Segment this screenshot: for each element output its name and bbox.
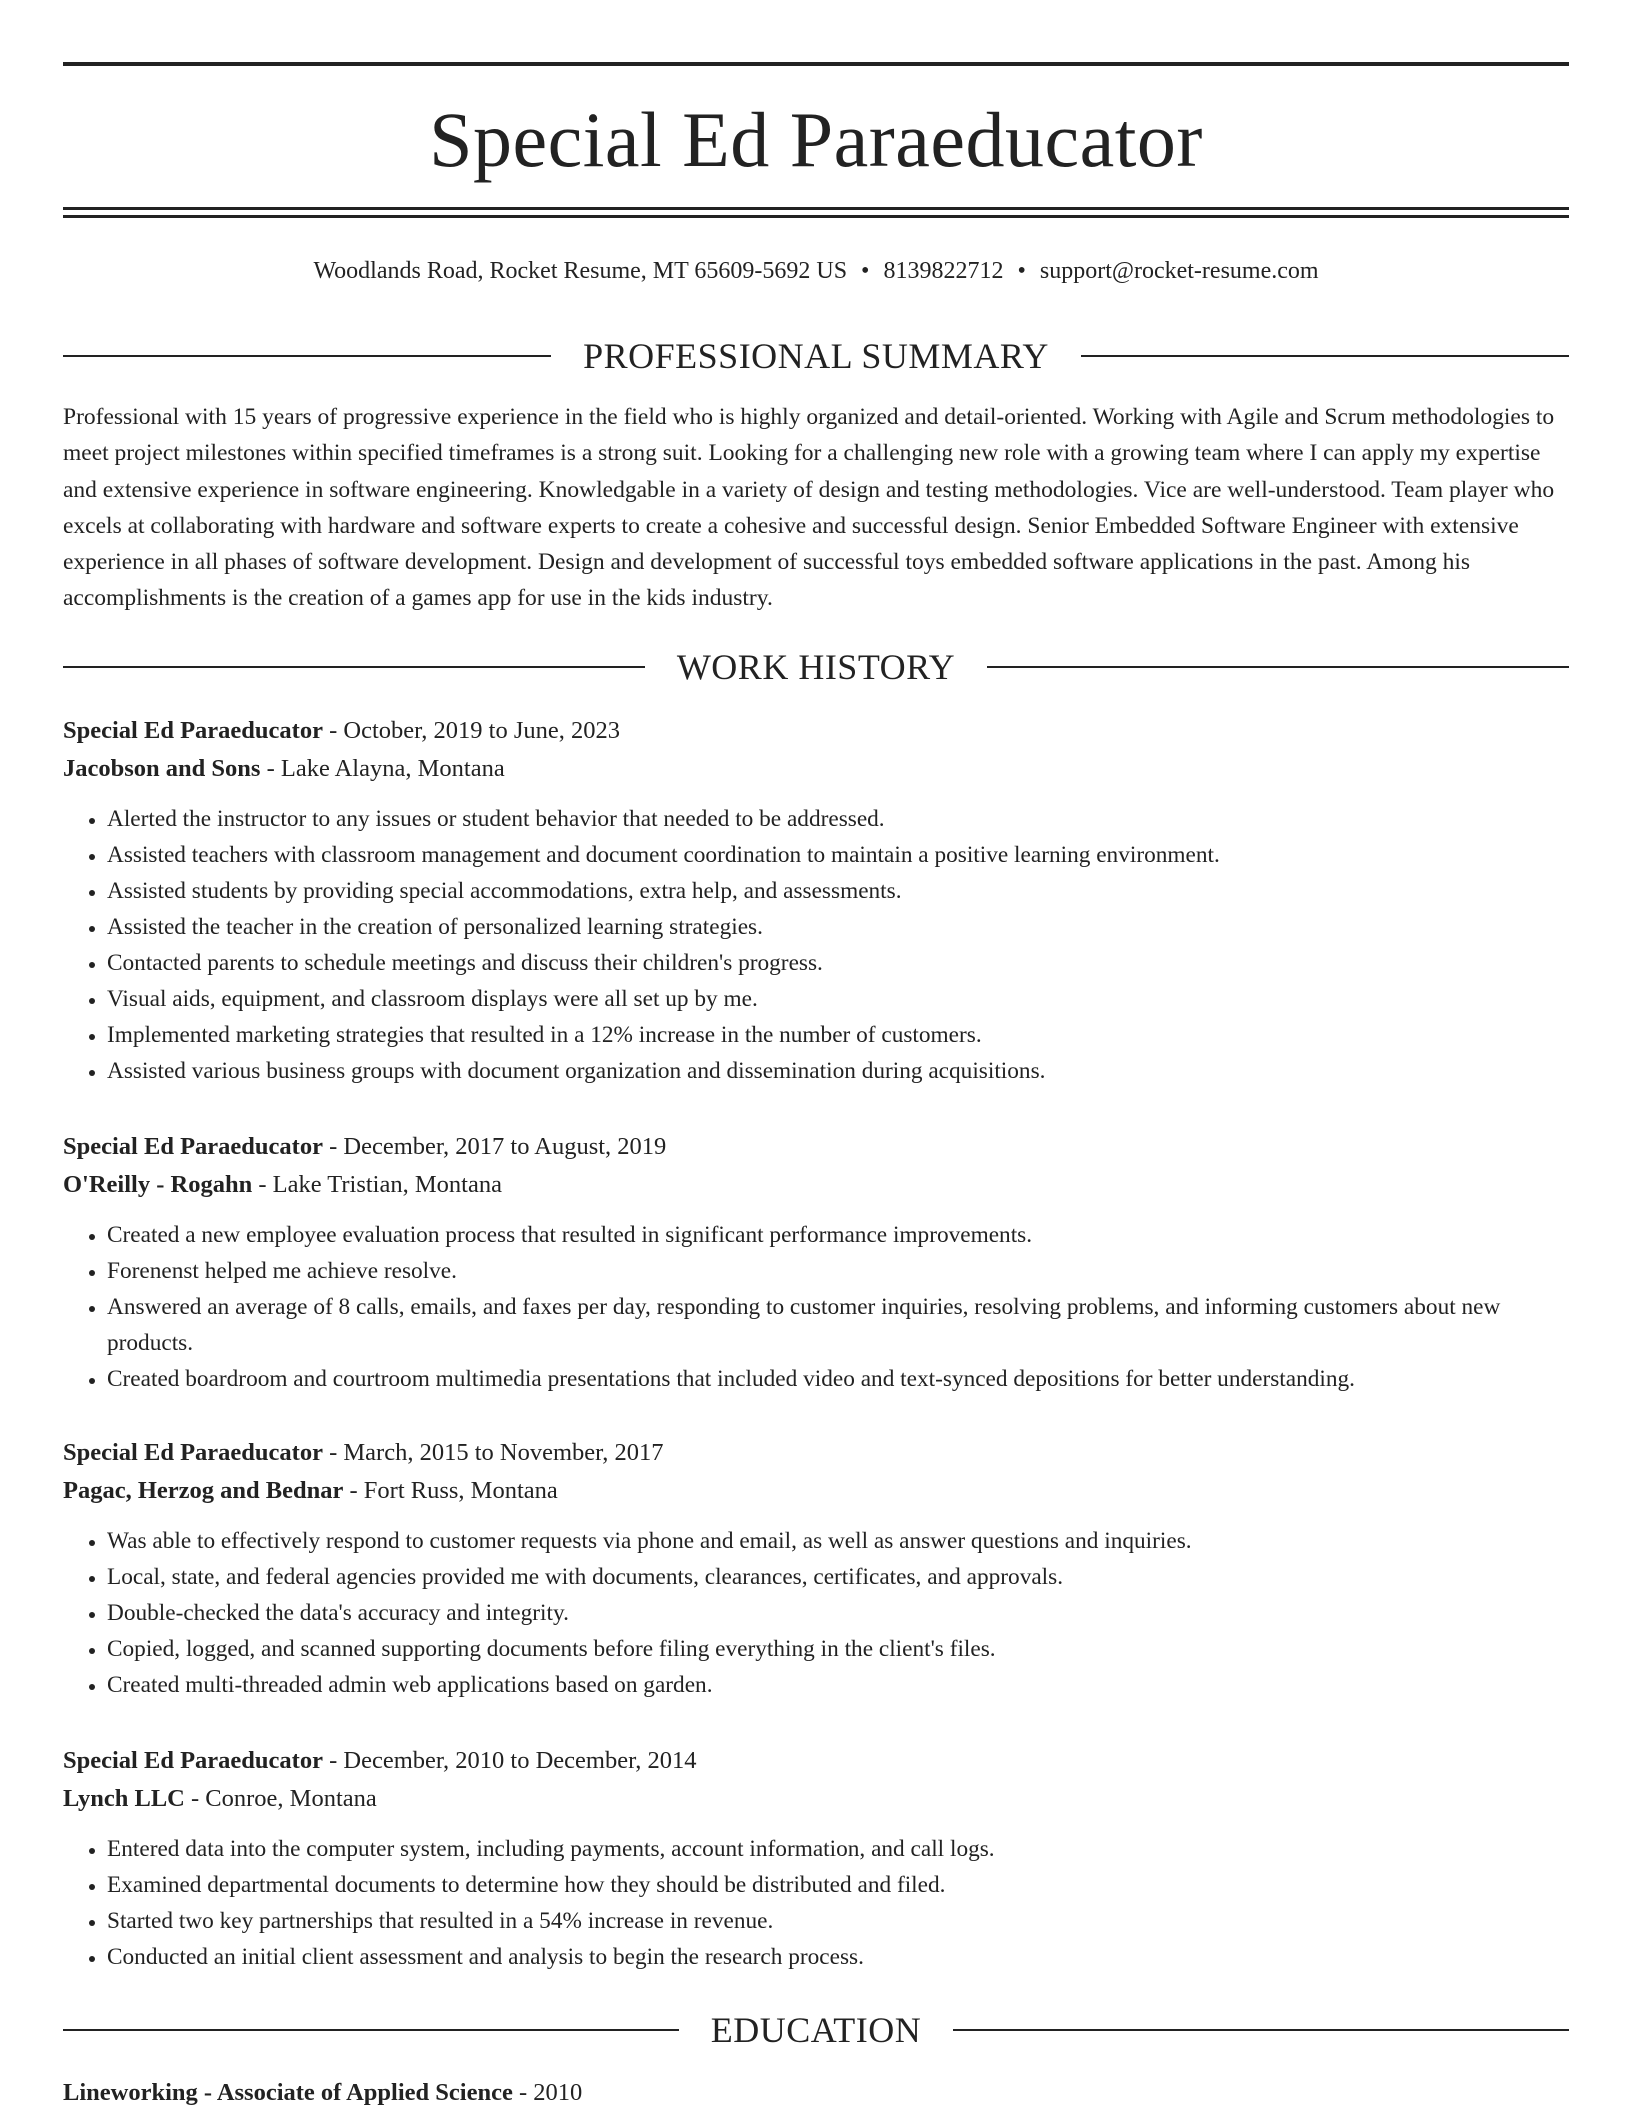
job-location: - Lake Tristian, Montana	[252, 1171, 502, 1198]
section-rule-right	[987, 666, 1569, 668]
job-bullet: • Local, state, and federal agencies provided me with documents, clearances, certificates, and approvals.	[107, 1559, 1569, 1595]
header-double-rule	[63, 207, 1569, 218]
job-bullet: • Double-checked the data's accuracy and integrity.	[107, 1595, 1569, 1631]
section-rule-left	[63, 355, 551, 357]
job-bullet: • Assisted the teacher in the creation of personalized learning strategies.	[107, 909, 1569, 945]
section-title-work: WORK HISTORY	[676, 647, 956, 687]
job-company: Pagac, Herzog and Bednar	[63, 1477, 344, 1504]
job-bullet: • Assisted various business groups with document organization and dissemination during acquisitions.	[107, 1053, 1569, 1089]
job-entry	[63, 1128, 1569, 1397]
job-bullet: • Examined departmental documents to determine how they should be distributed and filed.	[107, 1867, 1569, 1903]
contact-address: Woodlands Road, Rocket Resume, MT 65609-5692 US	[313, 258, 848, 284]
section-header-summary	[63, 334, 1569, 378]
job-bullet: • Alerted the instructor to any issues or student behavior that needed to be addressed.	[107, 801, 1569, 837]
job-bullet: • Contacted parents to schedule meetings and discuss their children's progress.	[107, 945, 1569, 981]
candidate-name: Special Ed Paraeducator	[429, 96, 1203, 183]
job-company-line	[63, 750, 1569, 788]
education-degree: Lineworking - Associate of Applied Science	[63, 2079, 513, 2106]
job-entry	[63, 712, 1569, 1089]
section-rule-right	[953, 2029, 1569, 2031]
job-title-line	[63, 1434, 1569, 1472]
job-role: Special Ed Paraeducator	[63, 1439, 323, 1466]
section-rule-left	[63, 666, 645, 668]
job-bullet: • Created a new employee evaluation process that resulted in significant performance improvements.	[107, 1217, 1569, 1253]
job-bullet: • Was able to effectively respond to customer requests via phone and email, as well as answer questions and inquiries.	[107, 1523, 1569, 1559]
job-role: Special Ed Paraeducator	[63, 717, 323, 744]
job-role: Special Ed Paraeducator	[63, 1747, 323, 1774]
job-bullet: • Visual aids, equipment, and classroom displays were all set up by me.	[107, 981, 1569, 1017]
job-company: Jacobson and Sons	[63, 755, 261, 782]
job-bullet: • Created boardroom and courtroom multimedia presentations that included video and text-synced depositions for better understanding.	[107, 1361, 1569, 1397]
job-bullets	[63, 801, 1569, 1089]
section-rule-left	[63, 2029, 679, 2031]
job-role: Special Ed Paraeducator	[63, 1133, 323, 1160]
job-bullet: • Forenenst helped me achieve resolve.	[107, 1253, 1569, 1289]
job-dates: - December, 2010 to December, 2014	[322, 1747, 697, 1774]
job-location: - Lake Alayna, Montana	[260, 755, 505, 782]
header-top-rule	[63, 62, 1569, 66]
job-bullet: • Assisted students by providing special accommodations, extra help, and assessments.	[107, 873, 1569, 909]
education-year: - 2010	[512, 2079, 583, 2106]
job-bullets	[63, 1831, 1569, 1975]
job-company: Lynch LLC	[63, 1785, 185, 1812]
job-bullet: • Started two key partnerships that resulted in a 54% increase in revenue.	[107, 1903, 1569, 1939]
section-title-education: EDUCATION	[710, 2010, 922, 2050]
section-header-work	[63, 645, 1569, 689]
section-header-education	[63, 2008, 1569, 2052]
contact-phone: 8139822712	[883, 258, 1004, 284]
job-entry	[63, 1434, 1569, 1703]
job-bullet: • Copied, logged, and scanned supporting documents before filing everything in the client's files.	[107, 1631, 1569, 1667]
job-bullets	[63, 1217, 1569, 1397]
job-location: - Fort Russ, Montana	[343, 1477, 558, 1504]
job-bullet: • Created multi-threaded admin web applications based on garden.	[107, 1667, 1569, 1703]
contact-email: support@rocket-resume.com	[1039, 258, 1319, 284]
job-bullet: • Conducted an initial client assessment and analysis to begin the research process.	[107, 1939, 1569, 1975]
job-bullet: • Entered data into the computer system, including payments, account information, and call logs.	[107, 1831, 1569, 1867]
job-title-line	[63, 712, 1569, 750]
job-company: O'Reilly - Rogahn	[63, 1171, 253, 1198]
job-bullet: • Implemented marketing strategies that resulted in a 12% increase in the number of customers.	[107, 1017, 1569, 1053]
education-entry	[63, 2074, 1569, 2112]
contact-line	[63, 254, 1569, 288]
contact-separator: •	[1017, 258, 1026, 284]
job-location: - Conroe, Montana	[184, 1785, 377, 1812]
job-dates: - March, 2015 to November, 2017	[322, 1439, 664, 1466]
job-title-line	[63, 1128, 1569, 1166]
professional-summary-text: Professional with 15 years of progressive experience in the field who is highly organized and detail-oriented. Working with Agile and Scrum methodologies to meet project milestones within specified timeframes is a strong suit. Looking for a challenging new role with a growing team where I can apply my expertise and extensive experience in software engineering. Knowledgable in a variety of design and testing methodologies. Vice are well-understood. Team player who excels at collaborating with hardware and software experts to create a cohesive and successful design. Senior Embedded Software Engineer with extensive experience in all phases of software development. Design and development of successful toys embedded software applications in the past. Among his accomplishments is the creation of a games app for use in the kids industry.	[63, 404, 1555, 612]
job-company-line	[63, 1472, 1569, 1510]
job-bullet: • Answered an average of 8 calls, emails, and faxes per day, responding to customer inquiries, resolving problems, and informing customers about new products.	[107, 1289, 1569, 1361]
section-rule-right	[1081, 355, 1569, 357]
section-title-summary: PROFESSIONAL SUMMARY	[583, 336, 1049, 376]
job-dates: - December, 2017 to August, 2019	[322, 1133, 667, 1160]
job-title-line	[63, 1742, 1569, 1780]
contact-separator: •	[861, 258, 870, 284]
job-entry	[63, 1742, 1569, 1975]
job-company-line	[63, 1780, 1569, 1818]
job-company-line	[63, 1166, 1569, 1204]
job-bullets	[63, 1523, 1569, 1703]
job-bullet: • Assisted teachers with classroom management and document coordination to maintain a positive learning environment.	[107, 837, 1569, 873]
job-dates: - October, 2019 to June, 2023	[322, 717, 621, 744]
